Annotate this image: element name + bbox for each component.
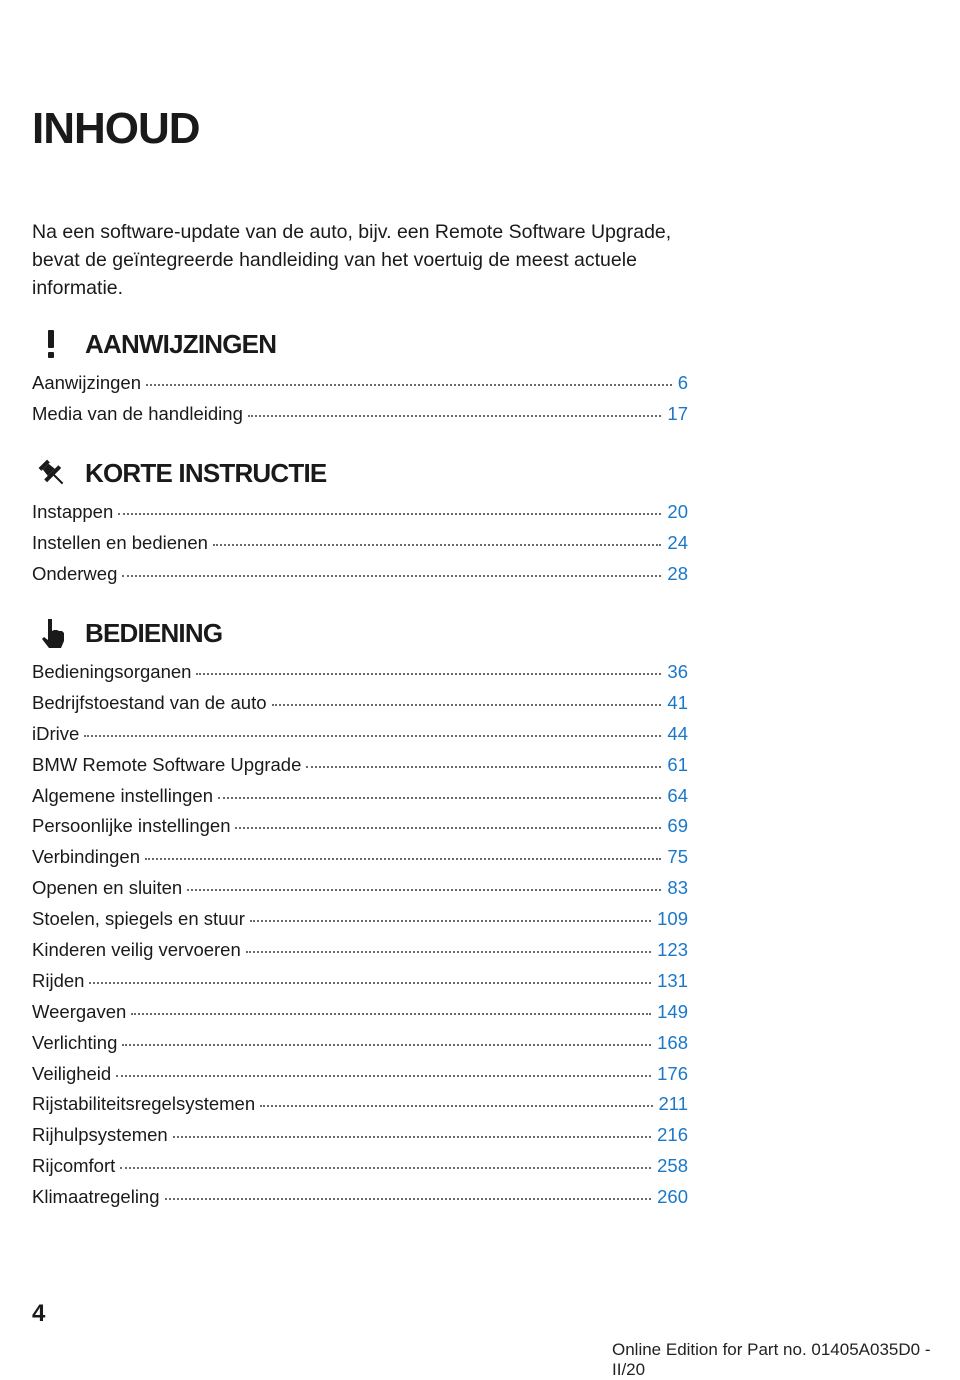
dot-leader <box>122 1044 651 1046</box>
dot-leader <box>122 575 661 577</box>
toc-entry-label: Rijden <box>32 969 85 991</box>
toc-list <box>32 657 688 1213</box>
dot-leader <box>272 704 662 706</box>
exclamation-icon <box>34 328 70 360</box>
toc-page-link[interactable]: 149 <box>657 1000 688 1022</box>
toc-entry-label: Klimaatregeling <box>32 1186 160 1208</box>
toc-entry-label: Algemene instellingen <box>32 784 214 806</box>
toc-entry-label: Bedrijfstoestand van de auto <box>32 691 267 713</box>
toc-page-link[interactable]: 75 <box>667 846 688 868</box>
toc-page-link[interactable]: 168 <box>657 1031 688 1053</box>
dot-leader <box>218 797 661 799</box>
toc-entry[interactable] <box>32 781 688 812</box>
toc-entry[interactable] <box>32 842 688 873</box>
toc-page-link[interactable]: 260 <box>657 1186 688 1208</box>
section-title: KORTE INSTRUCTIE <box>85 458 327 488</box>
toc-entry[interactable] <box>32 528 688 559</box>
toc-page-link[interactable]: 123 <box>657 939 688 961</box>
toc-entry[interactable] <box>32 1120 688 1151</box>
page-number: 4 <box>32 1300 46 1327</box>
page-title: INHOUD <box>32 104 200 153</box>
toc-entry-label: Openen en sluiten <box>32 877 183 899</box>
dot-leader <box>131 1013 651 1015</box>
toc-page-link[interactable]: 83 <box>667 877 688 899</box>
toc-entry-label: Media van de handleiding <box>32 402 243 424</box>
toc-entry[interactable] <box>32 873 688 904</box>
section-header <box>32 322 688 366</box>
toc-entry-label: iDrive <box>32 722 80 744</box>
toc-entry-label: BMW Remote Software Upgrade <box>32 753 302 775</box>
toc-entry[interactable] <box>32 935 688 966</box>
toc-entry[interactable] <box>32 559 688 590</box>
toc-page-link[interactable]: 258 <box>657 1155 688 1177</box>
toc-entry-label: Instappen <box>32 501 114 522</box>
toc-entry-label: Veiligheid <box>32 1062 112 1084</box>
toc-entry[interactable] <box>32 688 688 719</box>
dot-leader <box>145 858 661 860</box>
toc-page-link[interactable]: 41 <box>667 691 688 713</box>
section-title: AANWIJZINGEN <box>85 329 277 359</box>
dot-leader <box>246 951 651 953</box>
pushpin-icon <box>34 457 70 489</box>
dot-leader <box>248 415 662 417</box>
toc-entry[interactable] <box>32 1089 688 1120</box>
toc-page-link[interactable]: 61 <box>667 753 688 775</box>
dot-leader <box>196 673 661 675</box>
dot-leader <box>116 1075 651 1077</box>
section-korte-instructie <box>32 451 688 590</box>
toc-page-link[interactable]: 28 <box>667 562 688 584</box>
toc-entry-label: Persoonlijke instellingen <box>32 815 231 837</box>
toc-entry[interactable] <box>32 1028 688 1059</box>
toc-entry-label: Kinderen veilig vervoeren <box>32 939 241 961</box>
section-bediening <box>32 611 688 1213</box>
toc-page-link[interactable]: 17 <box>667 402 688 424</box>
toc-entry-label: Verlichting <box>32 1031 118 1053</box>
section-header <box>32 451 688 495</box>
footer-edition: Online Edition for Part no. 01405A035D0 - II/20 <box>612 1340 931 1379</box>
toc-entry[interactable] <box>32 750 688 781</box>
toc-entry-label: Bedieningsorganen <box>32 661 192 682</box>
dot-leader <box>146 384 672 386</box>
toc-entry-label: Rijhulpsystemen <box>32 1124 168 1146</box>
dot-leader <box>118 513 661 515</box>
toc-entry[interactable] <box>32 1059 688 1090</box>
toc-page-link[interactable]: 131 <box>657 969 688 991</box>
dot-leader <box>173 1136 651 1138</box>
toc-page-link[interactable]: 109 <box>657 908 688 930</box>
section-title: BEDIENING <box>85 618 223 648</box>
toc-page-link[interactable]: 176 <box>657 1062 688 1084</box>
section-header <box>32 611 688 655</box>
toc-page-link[interactable]: 64 <box>667 784 688 806</box>
toc-page-link[interactable]: 211 <box>658 1093 688 1115</box>
toc-entry[interactable] <box>32 1151 688 1182</box>
toc-entry-label: Stoelen, spiegels en stuur <box>32 908 245 930</box>
toc-entry-label: Weergaven <box>32 1000 127 1022</box>
toc-entry[interactable] <box>32 811 688 842</box>
dot-leader <box>84 735 661 737</box>
toc-entry[interactable] <box>32 966 688 997</box>
dot-leader <box>89 982 651 984</box>
toc-entry[interactable] <box>32 997 688 1028</box>
toc-page-link[interactable]: 24 <box>667 531 688 553</box>
dot-leader <box>250 920 651 922</box>
dot-leader <box>260 1105 652 1107</box>
toc-entry-label: Aanwijzingen <box>32 372 142 393</box>
toc-entry[interactable] <box>32 657 688 688</box>
dot-leader <box>165 1198 652 1200</box>
section-aanwijzingen <box>32 322 688 430</box>
toc-page-link[interactable]: 36 <box>667 661 688 682</box>
toc-entry[interactable] <box>32 1182 688 1213</box>
toc-entry[interactable] <box>32 497 688 528</box>
intro-text: Na een software-update van de auto, bijv. een Remote Software Upgrade, bevat de geïntegreerde handleiding van het voertuig de meest actuele informatie. <box>32 221 672 299</box>
toc-page-link[interactable]: 6 <box>677 372 688 393</box>
toc-list <box>32 497 688 590</box>
hand-pointer-icon <box>34 617 70 649</box>
toc-list <box>32 368 688 430</box>
toc-page-link[interactable]: 44 <box>667 722 688 744</box>
dot-leader <box>120 1167 651 1169</box>
dot-leader <box>187 889 661 891</box>
toc-entry[interactable] <box>32 904 688 935</box>
toc-entry-label: Rijcomfort <box>32 1155 116 1177</box>
dot-leader <box>213 544 662 546</box>
toc-page-link[interactable]: 69 <box>667 815 688 837</box>
toc-entry-label: Verbindingen <box>32 846 141 868</box>
toc-entry[interactable] <box>32 719 688 750</box>
toc-page-link[interactable]: 20 <box>667 501 688 522</box>
toc-page-link[interactable]: 216 <box>657 1124 688 1146</box>
toc-entry[interactable] <box>32 368 688 399</box>
toc-entry-label: Instellen en bedienen <box>32 531 208 553</box>
dot-leader <box>306 766 661 768</box>
toc-entry-label: Onderweg <box>32 562 118 584</box>
toc-entry-label: Rijstabiliteitsregelsystemen <box>32 1093 256 1115</box>
dot-leader <box>235 827 661 829</box>
toc-entry[interactable] <box>32 399 688 430</box>
